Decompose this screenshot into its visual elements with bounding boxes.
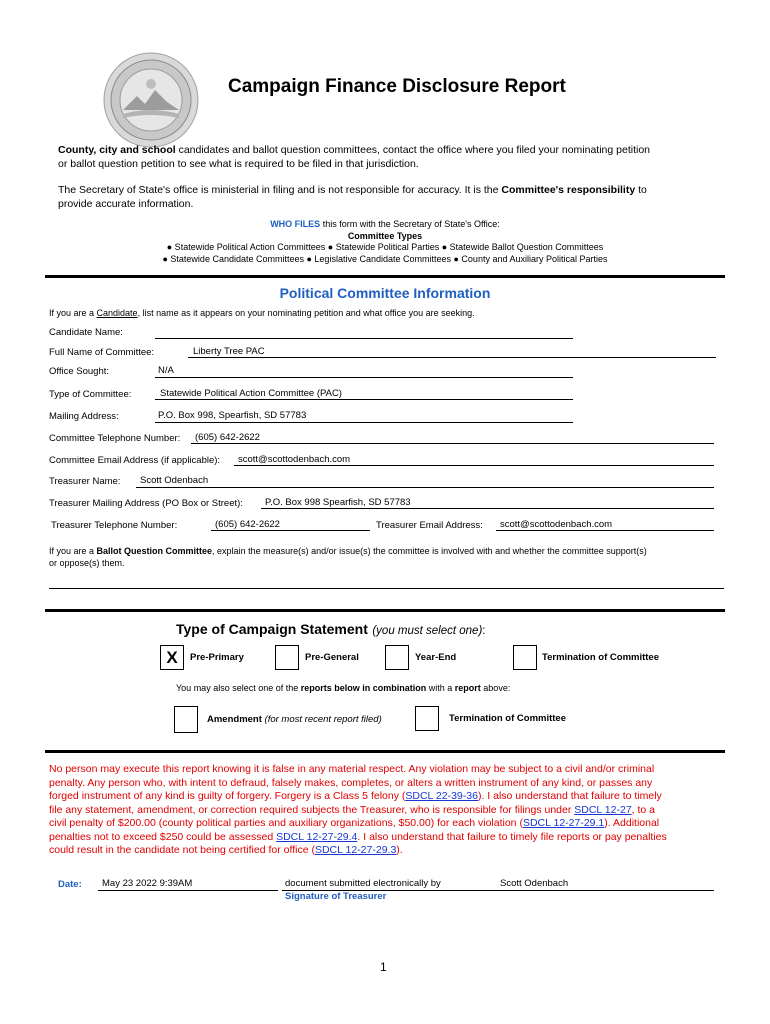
warning-l3a: forged instrument of any kind is guilty of forgery. Forgery is a Class 5 felony (	[49, 790, 406, 802]
committee-phone-label: Committee Telephone Number:	[49, 433, 181, 444]
committee-type-underline	[155, 399, 573, 400]
combo-start: You may also select one of the	[176, 683, 301, 693]
intro-paragraph-2	[58, 183, 748, 211]
checkbox-termination[interactable]	[513, 645, 537, 670]
committee-name-label: Full Name of Committee:	[49, 347, 155, 358]
warning-l7a: could result in the candidate not being certified for office (	[49, 844, 315, 856]
combo-end: above:	[480, 683, 511, 693]
office-sought-underline	[155, 377, 573, 378]
committee-type-field[interactable]: Statewide Political Action Committee (PAC)	[160, 388, 342, 399]
intro-bold: County, city and school	[58, 144, 176, 156]
p2-end: to	[635, 184, 647, 196]
link-sdcl-22-39-36[interactable]: SDCL 22-39-36	[405, 790, 478, 802]
candidate-note-start: If you are a	[49, 308, 97, 318]
ballot-line2: or oppose(s) them.	[49, 558, 125, 568]
candidate-name-underline	[155, 338, 573, 339]
ballot-start: If you are a	[49, 546, 97, 556]
committee-type-label: Type of Committee:	[49, 389, 132, 400]
candidate-name-label: Candidate Name:	[49, 327, 123, 338]
combo-bold: reports below in combination	[300, 683, 427, 693]
treasurer-name-underline	[136, 487, 714, 488]
committee-types-line-2: ● Statewide Candidate Committees ● Legislative Candidate Committees ● County and Auxiliary Political Parties	[162, 254, 608, 264]
warning-l6b: . I also understand that failure to timely file reports or pay penalties	[357, 830, 667, 843]
campaign-heading-colon: :	[482, 625, 486, 637]
warning-line-7	[49, 844, 729, 858]
ballot-question-note	[49, 545, 739, 569]
section-heading-political-committee: Political Committee Information	[279, 285, 491, 301]
date-field[interactable]: May 23 2022 9:39AM	[102, 878, 193, 889]
treasurer-phone-field[interactable]: (605) 642-2622	[215, 519, 280, 530]
checkbox-year-end[interactable]	[385, 645, 409, 670]
committee-name-underline	[188, 357, 716, 358]
campaign-heading-note: (you must select one)	[372, 625, 483, 637]
combo-mid: with a	[426, 683, 455, 693]
warning-l7b: ).	[396, 844, 403, 856]
link-sdcl-12-27[interactable]: SDCL 12-27	[574, 803, 632, 816]
checkbox-pre-primary[interactable]	[160, 645, 184, 670]
treasurer-phone-label: Treasurer Telephone Number:	[51, 520, 178, 531]
warning-l5b: ). Additional	[604, 817, 660, 829]
divider-bar-2	[45, 609, 725, 612]
divider-bar-1	[45, 275, 725, 278]
option-label-termination: Termination of Committee	[542, 652, 659, 663]
who-files-line	[45, 218, 725, 230]
warning-l3b: ). I also understand that failure to timely	[477, 790, 662, 802]
candidate-note-end: , list name as it appears on your nominating petition and what office you are seeking.	[137, 308, 475, 318]
option-label-pre-general: Pre-General	[305, 652, 359, 663]
intro-text-line2: or ballot question petition to see what is required to be filed in that jurisdiction.	[58, 158, 419, 170]
warning-line-4	[49, 804, 729, 818]
treasurer-name-label: Treasurer Name:	[49, 476, 121, 487]
committee-phone-field[interactable]: (605) 642-2622	[195, 432, 260, 443]
link-sdcl-12-27-29-1[interactable]: SDCL 12-27-29.1	[522, 817, 605, 829]
campaign-heading-text: Type of Campaign Statement	[176, 621, 368, 637]
link-sdcl-12-27-29-3[interactable]: SDCL 12-27-29.3	[314, 844, 397, 856]
ballot-bold: Ballot Question Committee	[96, 546, 213, 556]
warning-line-2: penalty. Any person who, with intent to defraud, falsely makes, completes, or alters a written instrument of any kind, or passes any	[49, 776, 653, 789]
campaign-statement-heading	[176, 621, 485, 639]
checkbox-mark: X	[166, 648, 178, 667]
committee-phone-underline	[191, 443, 714, 444]
committee-email-underline	[234, 465, 714, 466]
warning-line-3	[49, 790, 729, 804]
p2-bold: Committee's responsibility	[501, 184, 636, 196]
who-files-bold: WHO FILES	[270, 219, 321, 229]
mailing-address-underline	[155, 422, 573, 423]
ballot-explanation-line[interactable]	[49, 588, 724, 589]
checkbox-termination-combo[interactable]	[415, 706, 439, 731]
date-label: Date:	[58, 879, 82, 890]
termination-combo-label: Termination of Committee	[449, 713, 566, 724]
mailing-address-field[interactable]: P.O. Box 998, Spearfish, SD 57783	[158, 410, 307, 421]
option-label-pre-primary: Pre-Primary	[190, 652, 244, 663]
committee-types-title: Committee Types	[347, 231, 423, 241]
candidate-note-link: Candidate	[96, 308, 138, 318]
treasurer-name-field[interactable]: Scott Odenbach	[140, 475, 209, 486]
office-sought-label: Office Sought:	[49, 366, 110, 377]
committee-name-field[interactable]: Liberty Tree PAC	[193, 346, 265, 357]
warning-l4a: file any statement, amendment, or correction required subjects the Treasurer, who is responsible for filings under	[49, 803, 575, 816]
warning-l5a: civil penalty of $200.00 (county political parties and auxiliary organizations, $50.00) for each violation (	[49, 817, 523, 829]
office-sought-field[interactable]: N/A	[158, 365, 174, 376]
who-files-rest: this form with the Secretary of State's Office:	[320, 219, 500, 229]
divider-bar-3	[45, 750, 725, 753]
warning-line-1: No person may execute this report knowing it is false in any material respect. Any violation may be subject to a civil and/or criminal	[49, 763, 655, 775]
amendment-text: Amendment	[207, 714, 262, 725]
signature-label: Signature of Treasurer	[285, 891, 387, 902]
candidate-note	[49, 307, 475, 319]
treasurer-email-underline	[496, 530, 714, 531]
link-sdcl-12-27-29-4[interactable]: SDCL 12-27-29.4	[276, 830, 358, 843]
treasurer-email-field[interactable]: scott@scottodenbach.com	[500, 519, 613, 530]
intro-text: candidates and ballot question committees, contact the office where you filed your nominating petition	[175, 144, 650, 156]
mailing-address-label: Mailing Address:	[49, 411, 119, 422]
amendment-note: (for most recent report filed)	[264, 714, 382, 725]
page-title: Campaign Finance Disclosure Report	[228, 76, 566, 97]
page-number: 1	[380, 960, 387, 974]
amendment-label	[207, 714, 382, 725]
combo-bold2: report	[454, 683, 481, 693]
warning-line-6	[49, 831, 729, 845]
option-label-year-end: Year-End	[415, 652, 457, 663]
intro-paragraph-1	[58, 143, 738, 171]
state-seal-logo	[103, 52, 199, 148]
warning-l6a: penalties not to exceed $250 could be assessed	[49, 830, 277, 843]
p2-line2: provide accurate information.	[58, 198, 194, 210]
treasurer-phone-underline	[211, 530, 370, 531]
submitted-text: document submitted electronically by	[285, 878, 441, 889]
p2-start: The Secretary of State's office is ministerial in filing and is not responsible for accuracy. It is the	[58, 184, 502, 196]
committee-types-line-1: ● Statewide Political Action Committees ● Statewide Political Parties ● Statewide Ballot Question Committees	[166, 242, 604, 252]
treasurer-mailing-field[interactable]: P.O. Box 998 Spearfish, SD 57783	[265, 497, 411, 508]
warning-l4b: , to a	[631, 803, 656, 816]
signer-name: Scott Odenbach	[500, 878, 569, 889]
date-underline	[98, 890, 278, 891]
checkbox-pre-general[interactable]	[275, 645, 299, 670]
committee-email-field[interactable]: scott@scottodenbach.com	[238, 454, 351, 465]
combination-note	[176, 682, 510, 694]
legal-warning	[49, 763, 729, 858]
checkbox-amendment[interactable]	[174, 706, 198, 733]
treasurer-mailing-label: Treasurer Mailing Address (PO Box or Street):	[49, 498, 243, 509]
warning-line-5	[49, 817, 729, 831]
treasurer-mailing-underline	[261, 508, 714, 509]
committee-email-label: Committee Email Address (if applicable):	[49, 455, 221, 466]
treasurer-email-label: Treasurer Email Address:	[376, 520, 483, 531]
ballot-end: , explain the measure(s) and/or issue(s) the committee is involved with and whether the committee support(s)	[212, 546, 647, 556]
